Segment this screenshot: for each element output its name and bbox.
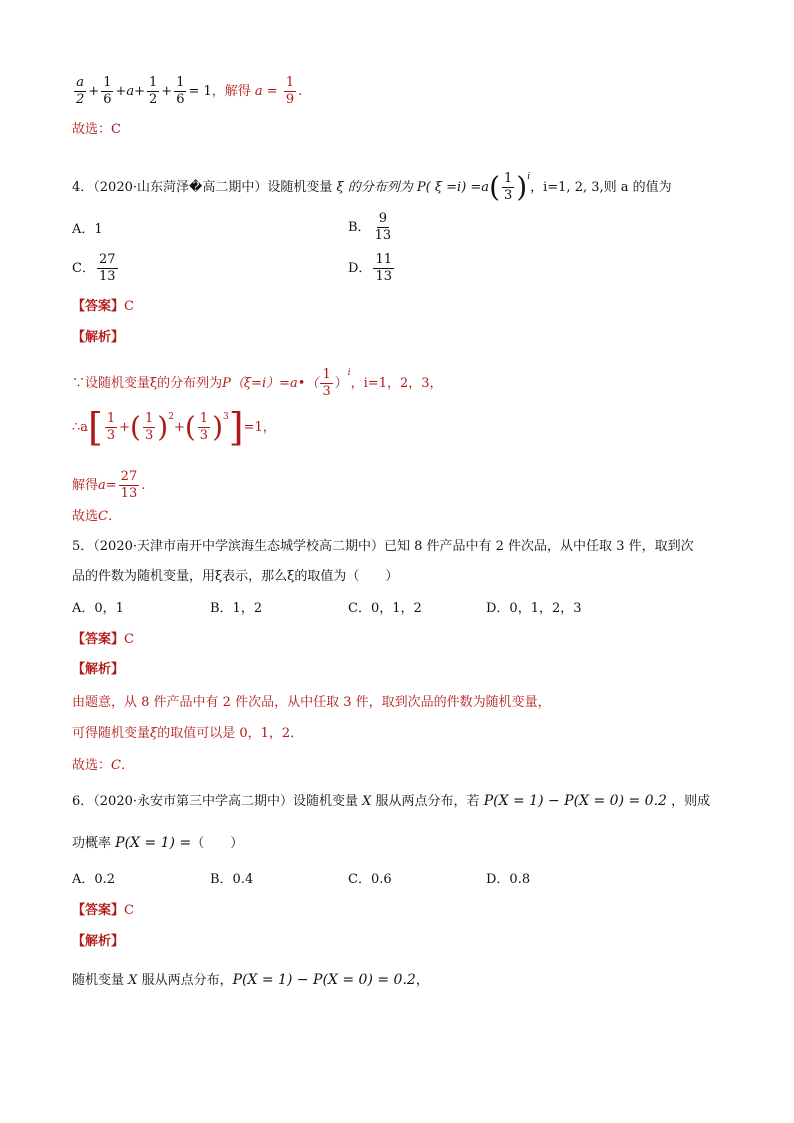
question-number: 4． [72,180,94,195]
text: 随机变量 [72,973,125,988]
text: 解得 [72,478,99,493]
result-var: a = [254,84,282,99]
option-text: A．0，1 [72,601,124,616]
answer-tag: 【答案】 [72,632,125,647]
q3-equation-line [72,76,302,107]
option-label: C． [72,261,95,276]
q6-option-d [486,871,530,889]
answer-value: C [124,299,134,314]
denominator: 3 [504,188,513,203]
q6-option-b [210,871,253,889]
q5-analysis-tag [72,661,124,679]
q5-analysis-line1 [72,694,551,712]
numerator: 11 [375,252,392,267]
exponent: i [527,172,531,182]
analysis-tag: 【解析】 [72,662,125,677]
option-text: A．1 [72,222,103,237]
q6-stem-line2 [72,834,243,853]
text: =1， [243,420,276,435]
option-label: D． [348,261,372,276]
exponent: 3 [223,412,229,422]
q4-answer [72,298,134,316]
q6-option-c [348,871,392,889]
exponent: 2 [168,412,174,422]
denominator: 3 [199,428,209,443]
right-paren: ) [157,410,169,444]
right-paren: ) [212,410,223,444]
text: 故选 [72,509,99,524]
choose-text: 故选： [72,122,112,137]
numerator: 1 [144,411,154,426]
q4-analysis-line1 [72,364,443,399]
period: . [298,84,303,99]
denominator: 3 [322,384,331,399]
denominator: 3 [106,428,116,443]
fraction [97,253,118,284]
denominator: 2 [76,92,85,107]
option-text: D．0，1，2，3 [486,601,582,616]
solve-text: ，解得 [211,84,255,99]
question-text: 6．（2020·永安市第三中学高二期中）设随机变量 [72,794,358,809]
fraction [174,76,186,107]
fraction [119,470,140,501]
denominator: 13 [375,269,392,284]
answer-value: C [124,632,134,647]
variable: a= [98,478,117,493]
fraction [105,412,117,443]
option-text: A．0.2 [72,872,116,887]
denominator: 13 [98,269,116,284]
text: 的取值可以是 0，1，2． [157,726,304,741]
option-text: C．0，1，2 [348,601,422,616]
numerator: 27 [98,252,116,267]
fraction [284,76,296,107]
text: 服从两点分布， [141,973,233,988]
answer-tag: 【答案】 [72,299,125,314]
question-text: 5．（2020·天津市南开中学滨海生态城学校高二期中）已知 8 件产品中有 2 件次品，从中任取 3 件，取到次 [72,539,694,554]
fraction [74,76,86,107]
left-bracket: [ [88,405,103,450]
q6-option-a [72,871,115,889]
numerator: 1 [149,75,158,90]
question-tail: ，i=1, 2, 3,则 a 的值为 [530,180,672,195]
fraction [320,368,332,399]
q5-stem-line1 [72,538,694,556]
question-stem: ξ 的分布列为 [336,180,413,195]
denominator: 3 [144,428,154,443]
q4-option-a [72,221,103,239]
q4-option-b [348,212,395,243]
q5-stem-line2 [72,568,398,586]
q4-analysis-tag [72,329,124,347]
q6-answer [72,902,134,920]
period: . [141,478,146,493]
answer-tag: 【答案】 [72,903,125,918]
denominator: 13 [374,228,392,243]
numerator: 1 [106,411,116,426]
equation: P(X = 1) − P(X = 0) = 0.2 [483,793,667,809]
fraction [147,76,159,107]
q6-analysis-tag [72,933,124,951]
distribution-expr: P( ξ =i) =a [416,180,490,195]
question-text: 服从两点分布，若 [375,794,480,809]
option-text: C．0.6 [348,872,392,887]
analysis-tag: 【解析】 [72,934,125,949]
text: 由题意，从 8 件产品中有 2 件次品，从中任取 3 件，取到次品的件数为随机变量， [72,695,551,710]
answer-value: C [124,903,134,918]
variable: X [362,794,372,809]
choice: C． [111,758,134,773]
text: ） [334,376,348,391]
q6-analysis-line1 [72,971,429,990]
question-source: （2020·山东菏泽�高二期中）设随机变量 [93,180,333,195]
fraction [373,253,394,284]
q5-option-d [486,600,582,618]
q4-analysis-line2: ∴a[ $\frac{1}{3}$ +( $\frac{1}{3}$ )$^2$+( $\frac{1}{3}$ )$^3$]=1， [72,405,276,450]
q5-option-b [210,600,262,618]
fraction [101,76,113,107]
q4-stem [72,168,672,203]
fraction [373,212,394,243]
numerator: 1 [199,411,209,426]
left-paren: ( [489,170,500,204]
numerator: 1 [322,367,331,382]
q4-analysis-line4 [72,508,121,526]
q4-analysis-line3 [72,470,145,501]
q4-option-d [348,253,396,284]
left-paren: ( [130,410,141,444]
denominator: 6 [103,92,112,107]
q6-stem-line1 [72,792,710,811]
plus-sign: + [161,84,173,99]
option-text: B．0.4 [210,872,254,887]
numerator: 1 [285,75,295,90]
question-text: （ ） [191,836,244,851]
numerator: 9 [378,211,387,226]
fraction [198,412,210,443]
q5-option-c [348,600,422,618]
text: ∵设随机变量ξ的分布列为 [72,376,223,391]
option-text: D．0.8 [486,872,531,887]
q4-option-c [72,253,120,284]
text: 故选： [72,758,112,773]
numerator: 1 [176,75,185,90]
right-bracket: ] [228,405,244,450]
q5-answer [72,631,134,649]
question-text: 品的件数为随机变量，用ξ表示，那么ξ的取值为（ ） [72,569,399,584]
denominator: 13 [120,486,138,501]
analysis-tag: 【解析】 [72,330,125,345]
fraction [502,172,514,203]
denominator: 2 [149,92,158,107]
right-paren: ) [516,170,528,204]
denominator: 6 [176,92,185,107]
q3-choose-line [72,121,121,139]
distribution-expr: P（ξ=i）=a•（ [222,376,319,391]
question-text: 功概率 [72,836,112,851]
equation: P(X = 1) = [115,835,192,851]
numerator: 1 [504,171,513,186]
question-text: ，则成 [671,794,711,809]
option-text: B．1，2 [210,601,263,616]
q5-option-a [72,600,124,618]
numerator: 1 [103,75,112,90]
numerator: a [76,75,85,90]
text: ，i=1，2，3， [350,376,443,391]
left-paren: ( [184,410,196,444]
q5-analysis-line2 [72,725,303,743]
fraction [143,412,155,443]
plus-sign: + [88,84,100,99]
variable: ξ [150,726,158,741]
q5-analysis-line3 [72,757,134,775]
exponent: i [347,368,351,378]
denominator: 9 [285,92,295,107]
numerator: 27 [120,469,138,484]
text: ∴a [72,420,89,435]
choose-value: C [111,122,121,137]
option-label: B． [348,220,371,235]
equation: P(X = 1) − P(X = 0) = 0.2 [232,972,416,988]
text: ， [415,973,429,988]
term: +a+ [115,84,146,99]
text: 可得随机变量 [72,726,151,741]
equals: = 1 [188,84,212,99]
choice: C． [98,509,121,524]
variable: X [128,973,138,988]
